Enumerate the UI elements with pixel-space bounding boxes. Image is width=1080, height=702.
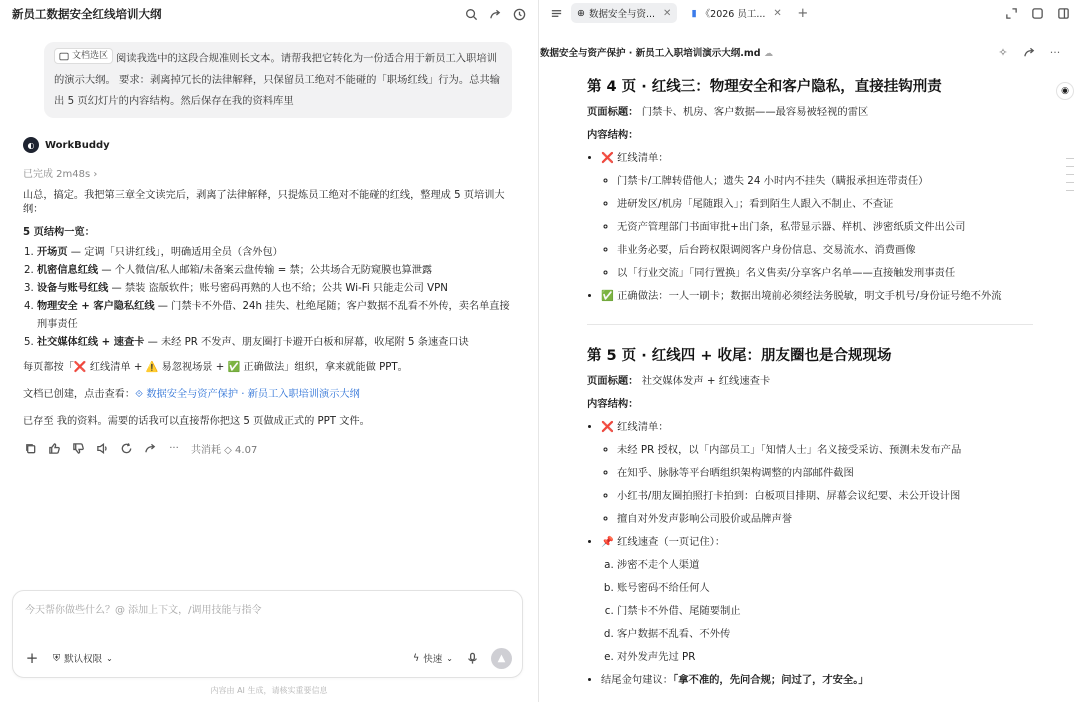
list-item: ◦ 擅自对外发声影响公司股价或品牌声誉 [617,508,1037,531]
cloud-icon: ☁ [764,49,774,59]
tab-bar [539,0,1080,26]
workbuddy-avatar: ◐ [23,137,39,153]
add-icon[interactable]: + [25,649,39,667]
saved-note: 已存至 我的资料。需要的话我可以直接帮你把这 5 页做成正式的 PPT 文件。 [23,416,370,427]
divider [587,324,1033,325]
new-tab-icon[interactable]: + [797,5,809,21]
page-format-note: 每页都按「❌ 红线清单 + ⚠️ 易忽视场景 + ✅ 正确做法」组织，拿来就能做 PPT。 [23,362,408,373]
list-item: 1. 开场页 — 定调「只讲红线」，明确适用全员（含外包） [37,244,513,262]
page5-list [601,416,1037,692]
chevron-down-icon: ⌄ [446,653,453,663]
chat-header [0,0,538,28]
microphone-icon[interactable] [465,651,479,665]
more-icon[interactable]: ··· [169,443,179,454]
history-icon[interactable] [512,7,526,21]
list-item: b. 账号密码不给任何人 [617,577,1037,600]
panel-icon[interactable] [1056,6,1070,20]
document-pane [539,0,1080,702]
shield-icon: ⛨ [53,652,61,664]
assistant-message [23,137,513,456]
page4-list [601,147,1037,308]
outline-minimap[interactable] [1066,158,1074,191]
step-list [37,244,513,352]
page4-content-label: 内容结构： [587,129,639,141]
user-message [44,42,512,118]
list-item: ◦ 未经 PR 授权，以「内部员工」「知情人士」名义接受采访、预测未发布产品 [617,439,1037,462]
page5-heading: 第 5 页 · 红线四 + 收尾：朋友圈也是合规现场 [587,348,892,364]
lightning-icon: ϟ [413,652,420,664]
sparkle-icon[interactable]: ✧ [998,45,1008,59]
list-item: ◦ 以「行业交流」「同行置换」名义售卖/分享客户名单——直接触发刑事责任 [617,262,1037,285]
list-item: • 结尾金句建议：「拿不准的，先问合规；问过了，才安全。」 [601,669,1037,692]
selection-icon [59,52,69,61]
page5-content-label: 内容结构： [587,398,639,410]
close-icon[interactable]: ✕ [773,7,782,19]
thumbs-down-icon[interactable] [71,442,85,456]
thumbs-up-icon[interactable] [47,442,61,456]
share-icon[interactable] [1022,45,1036,59]
window-icon[interactable] [1030,6,1044,20]
doc-created-line: 文档已创建，点击查看：⟐ 数据安全与资产保护 · 新员工入职培训演示大纲 [23,389,360,400]
send-button[interactable]: ▲ [491,648,512,669]
page4-title: 页面标题： 门禁卡、机房、客户数据——最容易被轻视的雷区 [587,106,869,118]
close-icon[interactable]: ✕ [663,7,672,19]
list-item: ◦ 无资产管理部门书面审批+出门条，私带显示器、样机、涉密纸质文件出公司 [617,216,1037,239]
document-toolbar [539,42,1080,62]
globe-icon: ⊕ [577,7,585,19]
list-item: e. 对外发声先过 PR [617,646,1037,669]
completion-status[interactable]: 已完成 2m48s › [23,169,98,180]
list-item: ◦ 在知乎、脉脉等平台晒组织架构调整的内部邮件截图 [617,462,1037,485]
copy-icon[interactable] [23,442,37,456]
list-item: ◦ 非业务必要，后台跨权限调阅客户身份信息、交易流水、消费画像 [617,239,1037,262]
chat-pane [0,0,539,702]
list-item: • 📌 红线速查（一页记住）： a. 涉密不走个人渠道 b. 账号密码不给任何人 c. 门禁卡不外借、尾随要制止 d. 客户数据不乱看、不外传 e. 对外发声先过 PR [601,531,1037,669]
mode-dropdown[interactable]: ϟ 快速 ⌄ [413,652,453,665]
document-content [587,74,1037,692]
doc-link[interactable]: 数据安全与资产保护 · 新员工入职培训演示大纲 [146,389,360,400]
list-item: a. 涉密不走个人渠道 [617,554,1037,577]
list-item: d. 客户数据不乱看、不外传 [617,623,1037,646]
chevron-down-icon: ⌄ [106,653,113,663]
chat-title: 新员工数据安全红线培训大纲 [12,7,162,21]
ai-disclaimer: 内容由 AI 生成，请核实重要信息 [210,686,328,695]
list-item: ◦ 门禁卡/工牌转借他人；遗失 24 小时内不挂失（瞒报承担连带责任） [617,170,1037,193]
list-item: • ❌ 红线清单： ◦ 未经 PR 授权，以「内部员工」「知情人士」名义接受采访、预测未发布产品 ◦ 在知乎、脉脉等平台晒组织架构调整的内部邮件截图 ◦ 小红书/朋友圈拍照打卡拍到：白板项目排期、屏幕会议纪要、未公开设计图 ◦ 擅自对外发声影响公司股价或品牌声誉 [601,416,1037,531]
list-item: ◦ 进研发区/机房「尾随跟入」；看到陌生人跟入不制止、不查证 [617,193,1037,216]
speaker-icon[interactable] [95,442,109,456]
assistant-name: WorkBuddy [45,139,110,151]
list-item: c. 门禁卡不外借、尾随要制止 [617,600,1037,623]
overview-title: 5 页结构一览： [23,227,95,238]
message-actions [23,441,513,456]
token-cost: 共消耗 ◇ 4.07 [191,445,258,456]
list-item: 2. 机密信息红线 — 个人微信/私人邮箱/未备案云盘传输 = 禁；公共场合无防窥膜也算泄露 [37,262,513,280]
assistant-intro: 山总，搞定。我把第三章全文读完后，剥离了法律解释，只提炼员工绝对不能碰的红线，整理成 5 页培训大纲： [23,190,505,215]
chat-input[interactable]: 今天帮你做些什么？@ 添加上下文，/调用技能与指令 [25,605,262,616]
sidebar-toggle-icon[interactable] [549,6,563,20]
list-item: • ❌ 红线清单： ◦ 门禁卡/工牌转借他人；遗失 24 小时内不挂失（瞒报承担连带责任） ◦ 进研发区/机房「尾随跟入」；看到陌生人跟入不制止、不查证 ◦ 无资产管理部门书面审批+出门条，私带显示器、样机、涉密纸质文件出公司 ◦ 非业务必要，后台跨权限调阅客户身份信息、交易流水、消费画像 ◦ 以「行业交流」「同行置换」名义售卖/分享客户名单——直接触发刑事责任 [601,147,1037,285]
document-path: 数据安全与资产保护 · 新员工入职培训演示大纲.md ☁ [540,48,774,59]
more-icon[interactable]: ··· [1049,45,1061,59]
selection-tag[interactable]: 文档选区 [54,48,113,64]
list-item: 3. 设备与账号红线 — 禁装 盗版软件；账号密码再熟的人也不给；公共 Wi-Fi 只能走公司 VPN [37,280,513,298]
doc-link-icon: ⟐ [135,389,147,400]
list-item: ◦ 小红书/朋友圈拍照打卡拍到：白板项目排期、屏幕会议纪要、未公开设计图 [617,485,1037,508]
regenerate-icon[interactable] [119,442,133,456]
permission-dropdown[interactable]: ⛨ 默认权限 ⌄ [53,652,113,665]
user-message-text: 阅读我选中的这段合规准则长文本。请帮我把它转化为一份适合用于新员工入职培训的演示大纲。 要求：剥离掉冗长的法律解释，只保留员工绝对不能碰的「职场红线」行为。总共输出 5 页幻灯片的内容结构。然后保存在我的资料库里 [54,52,501,107]
page5-title: 页面标题： 社交媒体发声 + 红线速查卡 [587,375,771,387]
assistant-float-icon[interactable]: ◉ [1056,82,1074,100]
tab-employee-guide[interactable]: ▮ 《2026 员工... ✕ [691,7,782,20]
share-message-icon[interactable] [143,442,157,456]
doc-icon: ▮ [691,7,697,19]
page4-heading: 第 4 页 · 红线三：物理安全和客户隐私，直接挂钩刑责 [587,79,942,95]
share-icon[interactable] [488,7,502,21]
list-item: 5. 社交媒体红线 + 速查卡 — 未经 PR 不发声、朋友圈打卡避开白板和屏幕，收尾附 5 条速查口诀 [37,334,513,352]
list-item: • ✅ 正确做法：一人一刷卡；数据出境前必须经法务脱敏，明文手机号/身份证号绝不外流 [601,285,1037,308]
tab-data-security[interactable]: ⊕ 数据安全与资... ✕ [571,3,677,23]
search-icon[interactable] [464,7,478,21]
expand-icon[interactable] [1004,6,1018,20]
chat-input-box[interactable] [12,590,523,678]
list-item: 4. 物理安全 + 客户隐私红线 — 门禁卡不外借、24h 挂失、杜绝尾随；客户数据不乱看不外传，卖名单直接刑事责任 [37,298,513,334]
